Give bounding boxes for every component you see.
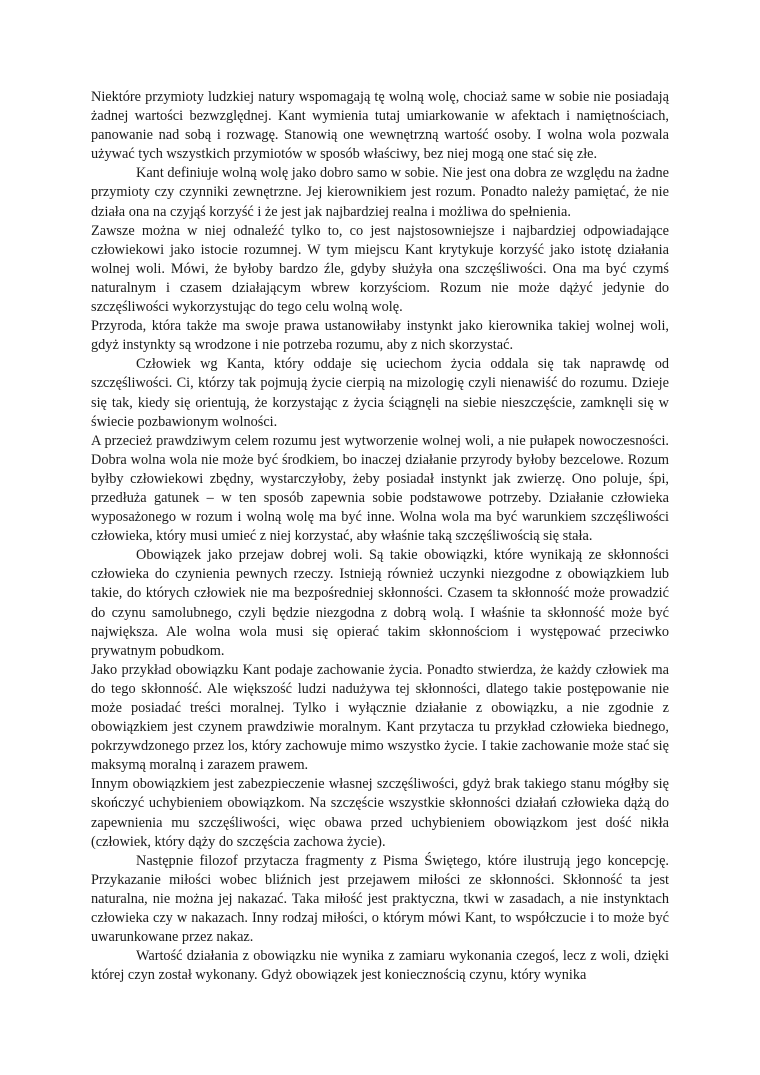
paragraph-1: Niektóre przymioty ludzkiej natury wspomagają tę wolną wolę, chociaż same w sobie nie posiadają żadnej wartości bezwzględnej. Kant wymienia tutaj umiarkowanie w afektach i namiętnościach, panowanie nad sobą i rozwagę. Stanowią one wewnętrzną wartość osoby. I wolna wola pozwala używać tych wszystkich przymiotów w sposób właściwy, bez niej mogą one stać się złe. [91, 89, 669, 163]
paragraph-11: Wartość działania z obowiązku nie wynika z zamiaru wykonania czegoś, lecz z woli, dzięki której czyn został wykonany. Gdyż obowiązek jest koniecznością czynu, który wynika [91, 948, 669, 984]
paragraph-5: Człowiek wg Kanta, który oddaje się uciechom życia oddala się tak naprawdę od szczęśliwości. Ci, którzy tak pojmują życie cierpią na mizologię czyli nienawiść do rozumu. Dzieje się tak, kiedy się orientują, że korzystając z życia ściągnęli na siebie nieszczęście, zamknęli się w świecie pozbawionym wolności. [91, 356, 669, 430]
paragraph-10: Następnie filozof przytacza fragmenty z Pisma Świętego, które ilustrują jego koncepcję. Przykazanie miłości wobec bliźnich jest przejawem miłości ze skłonności. Skłonność ta jest naturalna, nie można jej nakazać. Taka miłość jest praktyczna, tkwi w zasadach, a nie instynktach człowieka czy w nakazach. Inny rodzaj miłości, o którym mówi Kant, to współczucie i to może być uwarunkowane przez nakaz. [91, 852, 669, 946]
paragraph-9: Innym obowiązkiem jest zabezpieczenie własnej szczęśliwości, gdyż brak takiego stanu mógłby się skończyć uchybieniem obowiązkom. Na szczęście wszystkie skłonności działań człowieka dążą do zapewnienia mu szczęśliwości, więc obawa przed uchybieniem obowiązkom jest dość nikła (człowiek, który dąży do szczęścia zachowa życie). [91, 776, 669, 850]
paragraph-7: Obowiązek jako przejaw dobrej woli. Są takie obowiązki, które wynikają ze skłonności człowieka do czynienia pewnych rzeczy. Istnieją również uczynki niezgodne z obowiązkiem lub takie, do których człowiek nie ma bezpośredniej skłonności. Czasem ta skłonność może prowadzić do czynu samolubnego, czyli będzie niezgodna z dobrą wolą. I właśnie ta skłonność może być największa. Ale wolna wola musi się opierać takim skłonnościom i występować przeciwko prywatnym pobudkom. [91, 547, 669, 659]
paragraph-8: Jako przykład obowiązku Kant podaje zachowanie życia. Ponadto stwierdza, że każdy człowiek ma do tego skłonność. Ale większość ludzi nadużywa tej skłonności, dlatego takie postępowanie nie może posiadać treści moralnej. Tylko i wyłącznie działanie z obowiązku, a nie zgodnie z obowiązkiem jest czynem prawdziwie moralnym. Kant przytacza tu przykład człowieka biednego, pokrzywdzonego przez los, który zachowuje mimo wszystko życie. I takie zachowanie może stać się maksymą moralną i zarazem prawem. [91, 661, 669, 774]
document-page [91, 88, 669, 985]
paragraph-2: Kant definiuje wolną wolę jako dobro samo w sobie. Nie jest ona dobra ze względu na żadne przymioty czy czynniki zewnętrzne. Jej kierownikiem jest rozum. Ponadto należy pamiętać, że nie działa ona na czyjąś korzyść i że jest jak najbardziej realna i możliwa do spełnienia. [91, 165, 669, 220]
paragraph-6: A przecież prawdziwym celem rozumu jest wytworzenie wolnej woli, a nie pułapek nowoczesności. Dobra wolna wola nie może być środkiem, bo inaczej działanie przyrody byłoby bezcelowe. Rozum byłby człowiekowi zbędny, wystarczyłoby, żeby posiadał instynkt jak zwierzę. Ono poluje, śpi, przedłuża gatunek – w ten sposób zapewnia sobie podstawowe potrzeby. Działanie człowieka wyposażonego w rozum i wolną wolę ma być inne. Wolna wola ma być warunkiem szczęśliwości człowieka, który musi umieć z niej korzystać, aby właśnie taką szczęśliwością się stała. [91, 432, 669, 545]
paragraph-4: Przyroda, która także ma swoje prawa ustanowiłaby instynkt jako kierownika takiej wolnej woli, gdyż instynkty są wrodzone i nie potrzeba rozumu, aby z nich skorzystać. [91, 318, 669, 354]
paragraph-3: Zawsze można w niej odnaleźć tylko to, co jest najstosowniejsze i najbardziej odpowiadające człowiekowi jako istocie rozumnej. W tym miejscu Kant krytykuje korzyść jako istotę działania wolnej woli. Mówi, że byłoby bardzo źle, gdyby służyła ona szczęśliwości. Ona ma być czymś naturalnym i czasem działającym wbrew korzyściom. Rozum nie może dążyć jedynie do szczęśliwości wykorzystując do tego celu wolną wolę. [91, 222, 669, 316]
